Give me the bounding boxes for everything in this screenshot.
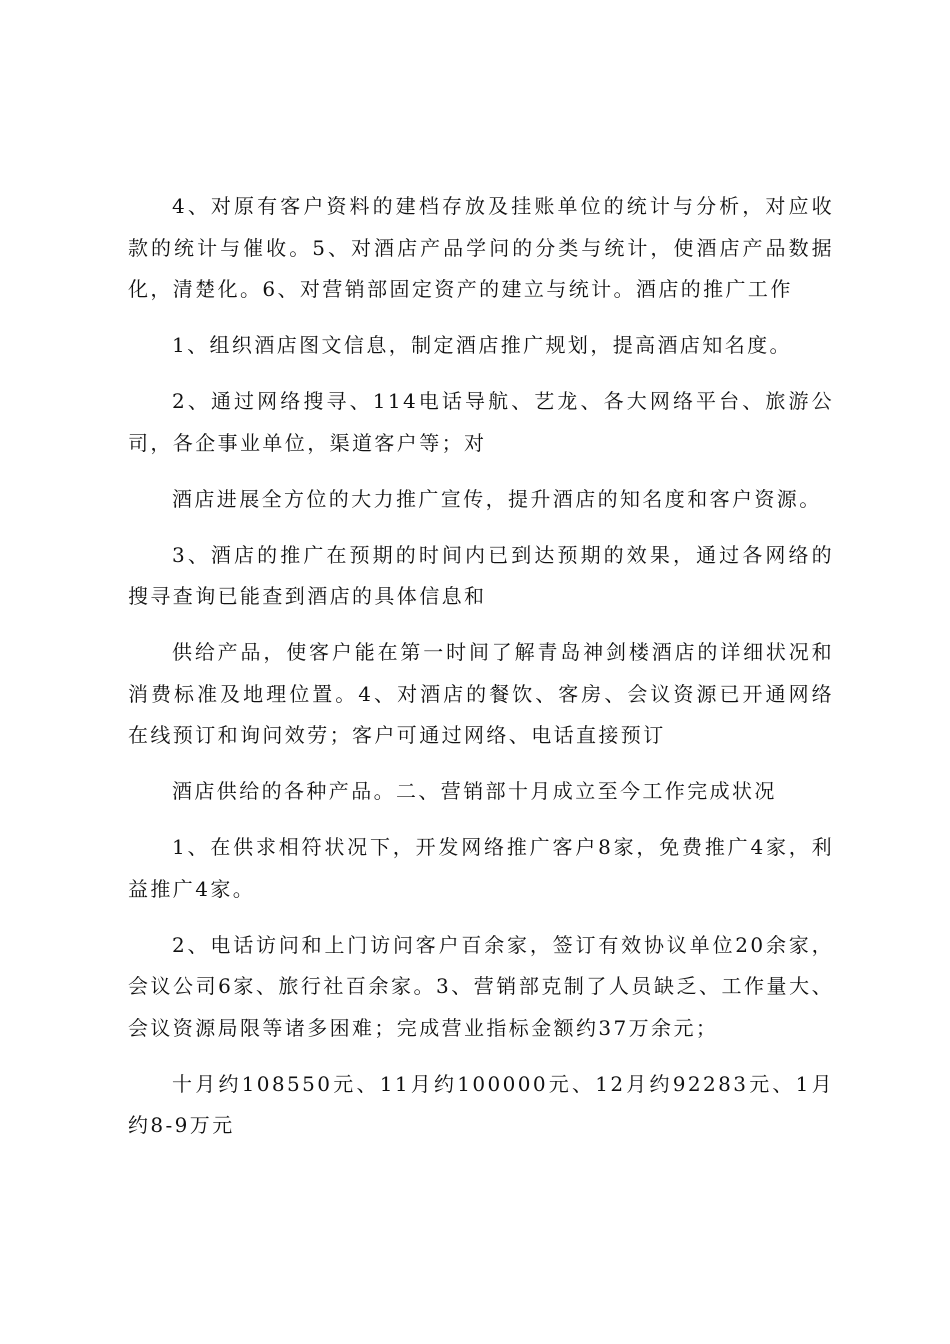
paragraph-promotion-publicity: 酒店进展全方位的大力推广宣传，提升酒店的知名度和客户资源。 (172, 486, 822, 511)
paragraph-network-clients: 1、在供求相符状况下，开发网络推广客户8家，免费推广4家，利益推广4家。 (128, 835, 834, 901)
paragraph-monthly-revenue: 十月约108550元、11月约100000元、12月约92283元、1月约8-9万元 (128, 1071, 834, 1137)
paragraph-customer-records: 4、对原有客户资料的建档存放及挂账单位的统计与分析，对应收款的统计与催收。5、对酒店产品学问的分类与统计，使酒店产品数据化，清楚化。6、对营销部固定资产的建立与统计。酒店的推广工作 (128, 194, 834, 301)
paragraph-promotion-results: 3、酒店的推广在预期的时间内已到达预期的效果，通过各网络的搜寻查询已能查到酒店的具体信息和 (128, 542, 834, 608)
paragraph-promotion-channels: 2、通过网络搜寻、114电话导航、艺龙、各大网络平台、旅游公司，各企事业单位，渠道客户等；对 (128, 389, 834, 455)
paragraph-product-supply: 供给产品，使客户能在第一时间了解青岛神剑楼酒店的详细状况和消费标准及地理位置。4、对酒店的餐饮、客房、会议资源已开通网络在线预订和询问效劳；客户可通过网络、电话直接预订 (128, 640, 834, 747)
paragraph-promotion-plan: 1、组织酒店图文信息，制定酒店推广规划，提高酒店知名度。 (172, 333, 792, 357)
paragraph-section-two-heading: 酒店供给的各种产品。二、营销部十月成立至今工作完成状况 (172, 779, 777, 803)
document-body (128, 186, 834, 1147)
paragraph-client-visits: 2、电话访问和上门访问客户百余家，签订有效协议单位20余家，会议公司6家、旅行社百余家。3、营销部克制了人员缺乏、工作量大、会议资源局限等诸多困难；完成营业指标金额约37万余元； (128, 932, 834, 1040)
